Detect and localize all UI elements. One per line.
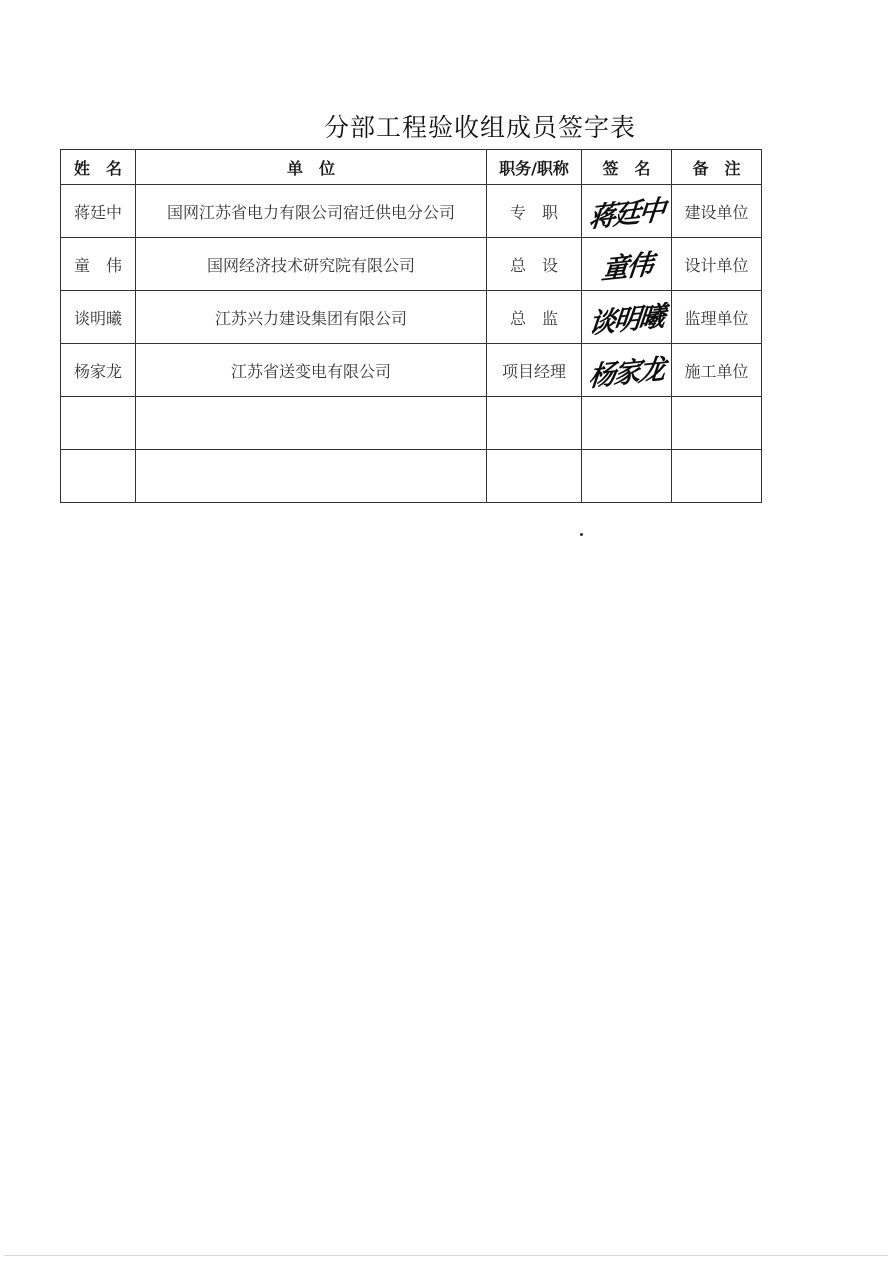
header-position: 职务/职称 (487, 150, 582, 185)
header-name: 姓 名 (61, 150, 136, 185)
empty-cell (672, 450, 762, 503)
header-remark: 备 注 (672, 150, 762, 185)
member-name: 杨家龙 (61, 344, 136, 397)
member-remark: 施工单位 (672, 344, 762, 397)
member-signature-cell (582, 344, 672, 397)
empty-cell (487, 397, 582, 450)
member-signature-cell (582, 291, 672, 344)
empty-cell (582, 397, 672, 450)
table-row (61, 238, 762, 291)
empty-cell (672, 397, 762, 450)
member-signature-cell (582, 238, 672, 291)
document-title: 分部工程验收组成员签字表 (323, 113, 636, 142)
header-signature: 签 名 (582, 150, 672, 185)
member-unit: 江苏兴力建设集团有限公司 (136, 291, 487, 344)
empty-table-row (61, 397, 762, 450)
scan-speck (580, 533, 583, 536)
member-remark: 设计单位 (672, 238, 762, 291)
empty-cell (582, 450, 672, 503)
signature-table (60, 149, 762, 503)
handwritten-signature: 蒋廷中 (587, 194, 666, 234)
member-name: 蒋廷中 (61, 185, 136, 238)
empty-table-row (61, 450, 762, 503)
header-unit: 单 位 (136, 150, 487, 185)
empty-cell (136, 397, 487, 450)
table-header-row (61, 150, 762, 185)
table-row (61, 185, 762, 238)
table-row (61, 344, 762, 397)
member-name: 童 伟 (61, 238, 136, 291)
table-row (61, 291, 762, 344)
member-signature-cell (582, 185, 672, 238)
handwritten-signature: 谈明曦 (587, 300, 666, 340)
member-remark: 建设单位 (672, 185, 762, 238)
empty-cell (61, 397, 136, 450)
handwritten-signature: 童伟 (599, 248, 653, 286)
member-unit: 国网经济技术研究院有限公司 (136, 238, 487, 291)
empty-cell (136, 450, 487, 503)
handwritten-signature: 杨家龙 (587, 353, 666, 393)
member-position: 专 职 (487, 185, 582, 238)
member-unit: 江苏省送变电有限公司 (136, 344, 487, 397)
member-position: 总 监 (487, 291, 582, 344)
scan-edge-line (4, 1255, 888, 1256)
member-name: 谈明曦 (61, 291, 136, 344)
member-unit: 国网江苏省电力有限公司宿迁供电分公司 (136, 185, 487, 238)
empty-cell (61, 450, 136, 503)
member-remark: 监理单位 (672, 291, 762, 344)
empty-cell (487, 450, 582, 503)
member-position: 总 设 (487, 238, 582, 291)
member-position: 项目经理 (487, 344, 582, 397)
